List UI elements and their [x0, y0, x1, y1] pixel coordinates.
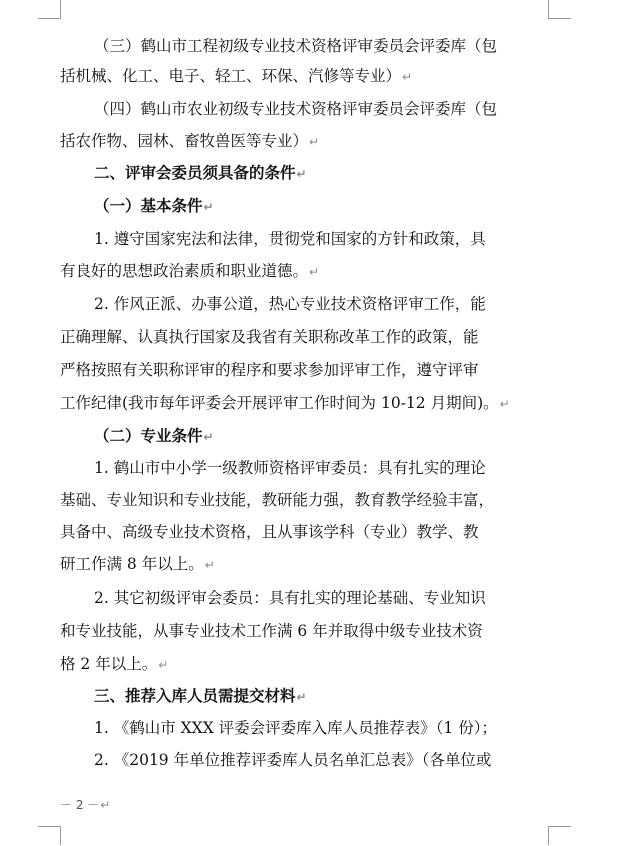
- paragraph-mark-icon: ↵: [296, 690, 307, 704]
- crop-mark-top-left: [38, 0, 61, 19]
- text-line: 1. 遵守国家宪法和法律，贯彻党和国家的方针和政策，具: [94, 230, 486, 248]
- paragraph-mark-icon: ↵: [203, 430, 214, 444]
- text-line: 研工作满 8 年以上。↵: [60, 555, 215, 573]
- paragraph-mark-icon: ↵: [309, 135, 320, 149]
- text-line: 括机械、化工、电子、轻工、环保、汽修等专业）↵: [60, 67, 413, 85]
- text-line: 具备中、高级专业技术资格，且从事该学科（专业）教学、教: [60, 523, 479, 541]
- text-line: 2. 作风正派、办事公道，热心专业技术资格评审工作，能: [94, 295, 486, 313]
- paragraph-mark-icon: ↵: [158, 658, 169, 672]
- text-line: 2. 其它初级评审会委员：具有扎实的理论基础、专业知识: [94, 589, 486, 607]
- text-line: （四）鹤山市农业初级专业技术资格评审委员会评委库（包: [94, 100, 498, 118]
- paragraph-mark-icon: ↵: [296, 167, 307, 181]
- crop-mark-top-right: [548, 0, 571, 19]
- text-line: 工作纪律(我市每年评委会开展评审工作时间为 10-12 月期间)。↵: [60, 394, 510, 412]
- text-line: 正确理解、认真执行国家及我省有关职称改革工作的政策，能: [60, 328, 479, 346]
- section-heading: 三、推荐入库人员需提交材料↵: [94, 687, 307, 705]
- text-line: 1. 《鹤山市 XXX 评委会评委库入库人员推荐表》（1 份）；: [94, 719, 497, 737]
- paragraph-mark-icon: ↵: [204, 558, 215, 572]
- text-line: 有良好的思想政治素质和职业道德。↵: [60, 262, 320, 280]
- paragraph-mark-icon: ↵: [402, 70, 413, 84]
- subsection-heading: （二）专业条件↵: [94, 427, 214, 445]
- paragraph-mark-icon: ↵: [100, 798, 111, 812]
- text-line: 基础、专业知识和专业技能，教研能力强，教育教学经验丰富，: [60, 491, 495, 509]
- paragraph-mark-icon: ↵: [203, 200, 214, 214]
- crop-mark-bottom-right: [548, 826, 571, 845]
- page-number: － 2 －↵: [60, 798, 111, 812]
- text-line: 和专业技能，从事专业技术工作满 6 年并取得中级专业技术资: [60, 622, 483, 640]
- text-line: （三）鹤山市工程初级专业技术资格评审委员会评委库（包: [94, 37, 498, 55]
- text-line: 2. 《2019 年单位推荐评委库人员名单汇总表》（各单位或: [94, 751, 492, 769]
- section-heading: 二、评审会委员须具备的条件↵: [94, 164, 307, 182]
- paragraph-mark-icon: ↵: [309, 265, 320, 279]
- subsection-heading: （一）基本条件↵: [94, 197, 214, 215]
- crop-mark-bottom-left: [38, 826, 61, 845]
- text-line: 格 2 年以上。↵: [60, 655, 169, 673]
- text-line: 严格按照有关职称评审的程序和要求参加评审工作，遵守评审: [60, 361, 479, 379]
- paragraph-mark-icon: ↵: [499, 397, 510, 411]
- text-line: 1. 鹤山市中小学一级教师资格评审委员：具有扎实的理论: [94, 459, 486, 477]
- text-line: 括农作物、园林、畜牧兽医等专业）↵: [60, 132, 320, 150]
